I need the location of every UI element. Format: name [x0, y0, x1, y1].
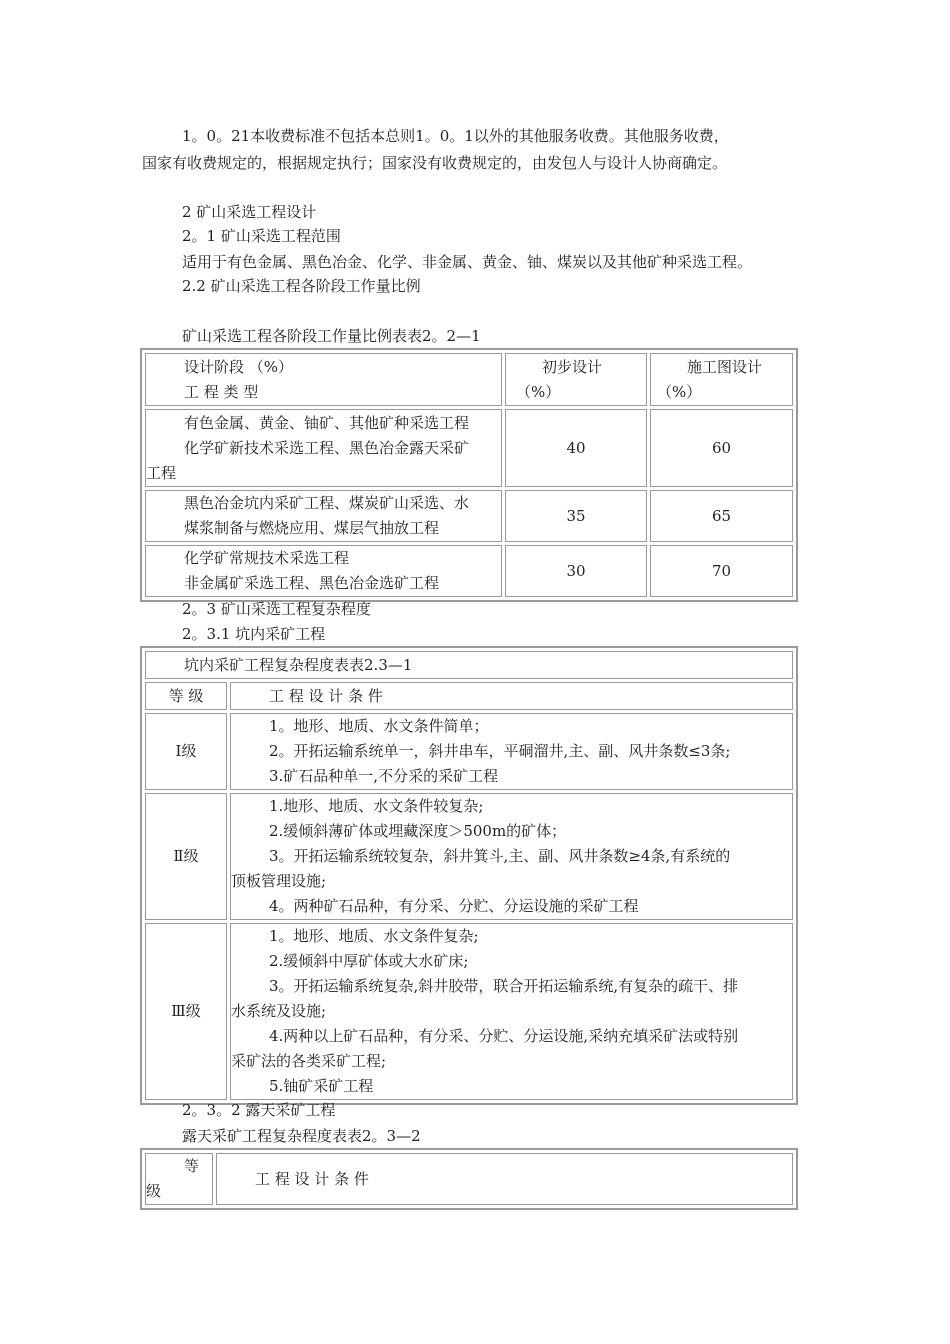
- table-row: [145, 682, 793, 710]
- table-row: [145, 923, 793, 1100]
- table-1-row-1-line-1: 有色金属、黄金、铀矿、其他矿种采选工程: [184, 413, 470, 432]
- table-3-col-grade-cell: [145, 1153, 213, 1205]
- table-1-header-construct: 施工图设计: [687, 357, 763, 376]
- table-2: [140, 646, 798, 1105]
- table-row: [145, 1153, 793, 1205]
- table-2-caption: 坑内采矿工程复杂程度表表2.3—1: [184, 655, 413, 674]
- table-2-caption-cell: [145, 651, 793, 679]
- table-1-row-2-prelim: 35: [505, 490, 647, 542]
- section-2-3-heading: 2。3 矿山采选工程复杂程度: [182, 600, 371, 618]
- section-2-1-text: 适用于有色金属、黑色冶金、化学、非金属、黄金、铀、煤炭以及其他矿种采选工程。: [182, 253, 753, 271]
- table-3-col-grade-1: 等: [184, 1157, 200, 1175]
- table-1-caption: 矿山采选工程各阶段工作量比例表表2。2—1: [182, 327, 481, 345]
- table-row: [145, 409, 793, 487]
- table-1-row-2-line-2: 煤浆制备与燃烧应用、煤层气抽放工程: [184, 519, 440, 537]
- intro-line-1: 1。0。21本收费标准不包括本总则1。0。1以外的其他服务收费。其他服务收费，: [182, 127, 729, 145]
- table-row: [145, 651, 793, 679]
- table-3-col-cond-cell: [216, 1153, 793, 1205]
- table-2-grade-1: Ⅰ级: [145, 713, 227, 790]
- list-item: 5.铀矿采矿工程: [269, 1077, 374, 1095]
- table-1-type-cell: [145, 490, 502, 542]
- table-1-header-prelim: 初步设计: [542, 357, 603, 376]
- table-1-header-construct-cell: [650, 353, 793, 406]
- table-row: [145, 793, 793, 920]
- list-item: 3。开拓运输系统较复杂，斜井箕斗,主、副、风井条数≥4条,有系统的: [269, 847, 731, 865]
- table-row: [145, 545, 793, 597]
- list-item: 1。地形、地质、水文条件复杂;: [269, 927, 479, 945]
- table-row: [145, 490, 793, 542]
- list-item: 2。开拓运输系统单一，斜井串车，平硐溜井,主、副、风井条数≤3条;: [269, 742, 731, 760]
- table-1-row-3-prelim: 30: [505, 545, 647, 597]
- table-3-caption: 露天采矿工程复杂程度表表2。3—2: [182, 1127, 421, 1145]
- list-item: 1。地形、地质、水文条件简单；: [269, 717, 489, 735]
- table-1-row-3-line-1: 化学矿常规技术采选工程: [184, 549, 350, 567]
- table-3-col-grade-2: 级: [146, 1182, 162, 1200]
- list-item: 水系统及设施;: [231, 1002, 327, 1020]
- table-row: [145, 353, 793, 406]
- list-item: 2.缓倾斜薄矿体或埋藏深度＞500m的矿体；: [269, 822, 567, 840]
- table-2-grade-2-cond: [230, 793, 793, 920]
- table-1-row-1-line-3: 工程: [146, 463, 177, 482]
- table-2-col-cond: 工 程 设 计 条 件: [269, 686, 383, 705]
- table-1: [140, 348, 798, 602]
- table-1-row-1-prelim: 40: [505, 409, 647, 487]
- section-2-heading: 2 矿山采选工程设计: [182, 203, 317, 221]
- intro-line-2: 国家有收费规定的，根据规定执行；国家没有收费规定的，由发包人与设计人协商确定。: [142, 154, 728, 172]
- table-1-row-3-construct: 70: [650, 545, 793, 597]
- table-1-header-prelim-unit: （%）: [516, 382, 561, 401]
- list-item: 1.地形、地质、水文条件较复杂;: [269, 797, 484, 815]
- table-2-col-grade: 等 级: [145, 682, 227, 710]
- table-row: [145, 713, 793, 790]
- list-item: 顶板管理设施;: [231, 872, 327, 890]
- table-1-header-prelim-cell: [505, 353, 647, 406]
- list-item: 4。两种矿石品种，有分采、分贮、分运设施的采矿工程: [269, 897, 639, 915]
- table-3: [140, 1148, 798, 1210]
- table-2-grade-1-cond: [230, 713, 793, 790]
- list-item: 3.矿石品种单一,不分采的采矿工程: [269, 767, 499, 785]
- section-2-2-heading: 2.2 矿山采选工程各阶段工作量比例: [182, 277, 421, 295]
- section-2-3-2-heading: 2。3。2 露天采矿工程: [182, 1101, 336, 1119]
- list-item: 4.两种以上矿石品种，有分采、分贮、分运设施,采纳充填采矿法或特别: [269, 1027, 739, 1045]
- table-1-header-stage: 设计阶段 （%）: [184, 357, 294, 376]
- table-1-row-2-line-1: 黑色冶金坑内采矿工程、煤炭矿山采选、水: [184, 494, 470, 512]
- list-item: 采矿法的各类采矿工程;: [231, 1052, 387, 1070]
- table-1-header-type-cell: [145, 353, 502, 406]
- table-1-row-2-construct: 65: [650, 490, 793, 542]
- table-1-row-3-line-2: 非金属矿采选工程、黑色冶金选矿工程: [184, 574, 440, 592]
- table-1-header-construct-unit: （%）: [657, 382, 702, 401]
- table-3-col-cond: 工 程 设 计 条 件: [255, 1169, 369, 1188]
- list-item: 2.缓倾斜中厚矿体或大水矿床;: [269, 952, 469, 970]
- table-2-col-cond-cell: [230, 682, 793, 710]
- list-item: 3。开拓运输系统复杂,斜井胶带，联合开拓运输系统,有复杂的疏干、排: [269, 977, 739, 995]
- table-1-type-cell: [145, 545, 502, 597]
- table-1-row-1-construct: 60: [650, 409, 793, 487]
- table-2-grade-3-cond: [230, 923, 793, 1100]
- table-2-grade-2: Ⅱ级: [145, 793, 227, 920]
- table-1-row-1-line-2: 化学矿新技术采选工程、黑色冶金露天采矿: [184, 438, 470, 457]
- table-1-type-cell: [145, 409, 502, 487]
- section-2-3-1-heading: 2。3.1 坑内采矿工程: [182, 625, 326, 643]
- table-1-header-type: 工 程 类 型: [184, 382, 259, 401]
- section-2-1-heading: 2。1 矿山采选工程范围: [182, 227, 341, 245]
- table-2-grade-3: Ⅲ级: [145, 923, 227, 1100]
